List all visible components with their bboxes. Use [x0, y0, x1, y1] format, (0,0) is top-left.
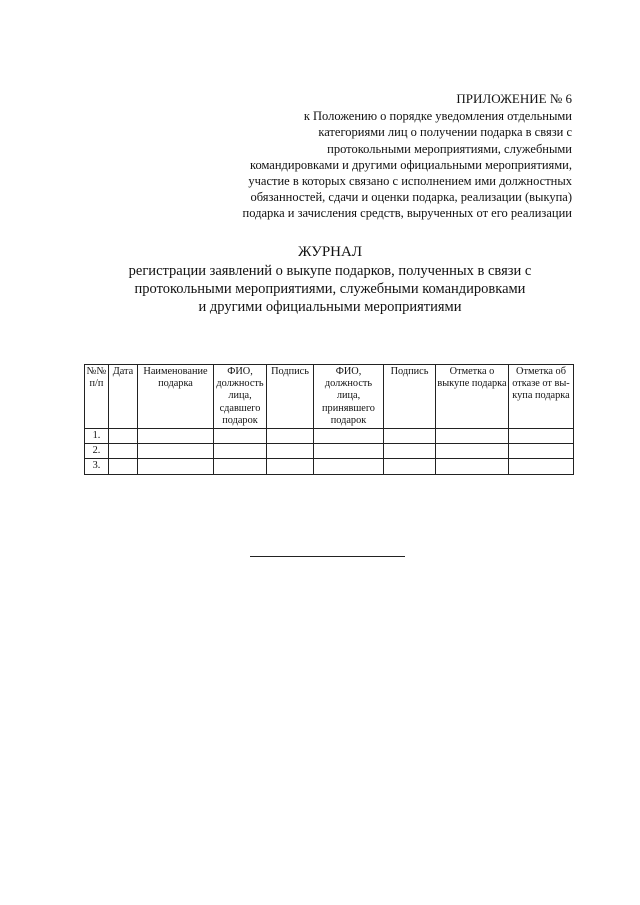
table-cell: [314, 429, 384, 444]
column-header-gift-name: Наименование подарка: [138, 365, 214, 429]
journal-subtitle-line: и другими официальными мероприятиями: [198, 299, 462, 315]
journal-subtitle-line: протокольными мероприятиями, служебными командировками: [134, 281, 526, 297]
column-header-submitter-signature: Подпись: [267, 365, 314, 429]
table-cell: [109, 444, 138, 459]
journal-subtitle-line: регистрации заявлений о выкупе подарков, полученных в связи с: [128, 263, 532, 279]
row-number: 2.: [85, 444, 109, 459]
table-cell: [267, 459, 314, 474]
table-header-row: [85, 365, 574, 429]
appendix-line: командировками и другими официальными мероприятиями,: [250, 157, 572, 172]
appendix-line: участие в которых связано с исполнением ими должностных: [248, 174, 572, 189]
column-header-refusal-mark: Отметка об отказе от вы-купа подарка: [509, 365, 574, 429]
table-cell: [267, 429, 314, 444]
table-cell: [314, 459, 384, 474]
table-cell: [436, 429, 509, 444]
table-cell: [214, 429, 267, 444]
table-cell: [267, 444, 314, 459]
appendix-line: категориями лиц о получении подарка в связи с: [318, 125, 572, 140]
table-row: [85, 459, 574, 474]
column-header-submitter: ФИО, должность лица, сдавшего подарок: [214, 365, 267, 429]
column-header-buyout-mark: Отметка о выкупе подарка: [436, 365, 509, 429]
journal-heading-block: [80, 243, 580, 316]
table-cell: [314, 444, 384, 459]
column-header-receiver: ФИО, должность лица, принявшего подарок: [314, 365, 384, 429]
table-cell: [214, 459, 267, 474]
table-cell: [138, 459, 214, 474]
table-cell: [214, 444, 267, 459]
row-number: 1.: [85, 429, 109, 444]
table-cell: [436, 444, 509, 459]
table-cell: [436, 459, 509, 474]
table-cell: [138, 429, 214, 444]
table-cell: [509, 429, 574, 444]
column-header-number: №№ п/п: [85, 365, 109, 429]
row-number: 3.: [85, 459, 109, 474]
appendix-line: подарка и зачисления средств, вырученных от его реализации: [242, 206, 572, 221]
table-cell: [384, 429, 436, 444]
table-cell: [109, 459, 138, 474]
journal-title: ЖУРНАЛ: [297, 244, 363, 260]
table-cell: [109, 429, 138, 444]
column-header-receiver-signature: Подпись: [384, 365, 436, 429]
appendix-block: [152, 91, 572, 222]
table-cell: [384, 444, 436, 459]
register-table: [84, 364, 574, 475]
appendix-line: к Положению о порядке уведомления отдельными: [303, 109, 572, 124]
table-cell: [384, 459, 436, 474]
appendix-line: протокольными мероприятиями, служебными: [327, 141, 572, 156]
table-cell: [138, 444, 214, 459]
column-header-date: Дата: [109, 365, 138, 429]
table-row: [85, 429, 574, 444]
table-row: [85, 444, 574, 459]
table-cell: [509, 444, 574, 459]
table-cell: [509, 459, 574, 474]
closing-divider-line: [250, 556, 405, 557]
appendix-heading: ПРИЛОЖЕНИЕ № 6: [456, 91, 572, 106]
appendix-line: обязанностей, сдачи и оценки подарка, реализации (выкупа): [250, 190, 572, 205]
